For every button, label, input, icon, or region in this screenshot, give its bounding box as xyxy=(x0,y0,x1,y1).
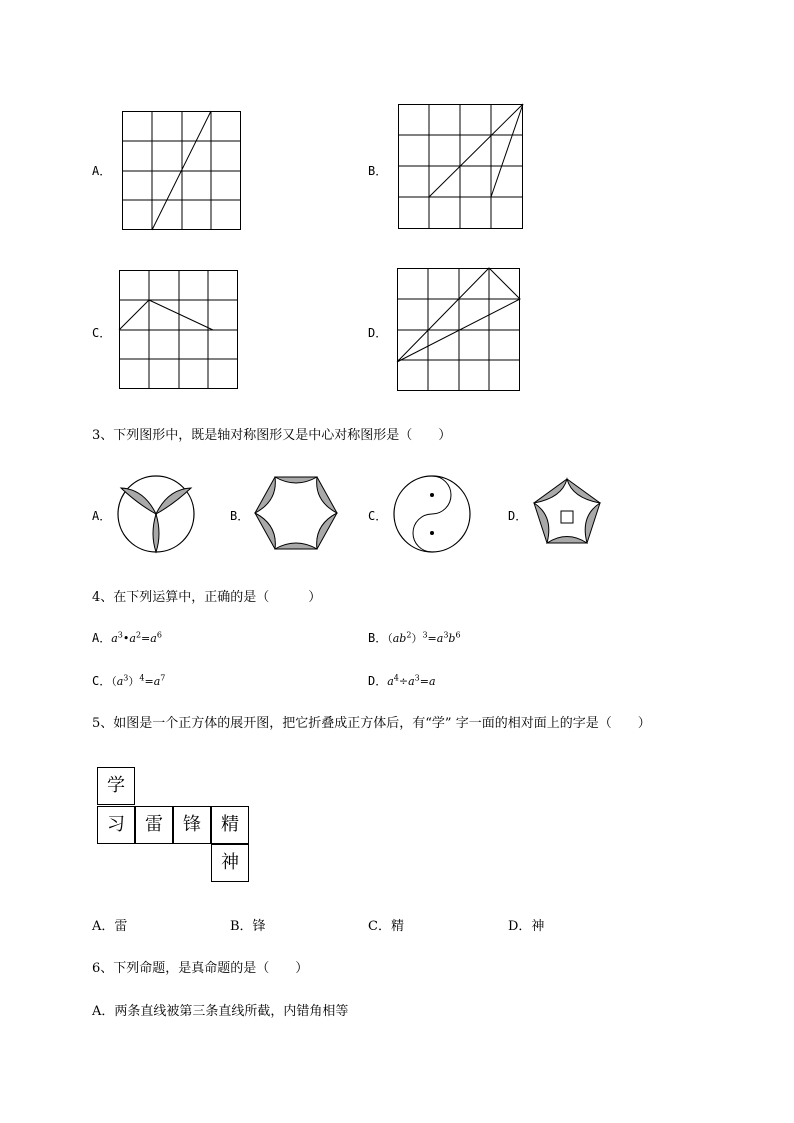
q4-option-a: A．$a^3•a^2=a^6$ xyxy=(92,630,162,645)
q3-option-d-figure xyxy=(532,478,602,546)
q5-option-c: C．精 xyxy=(368,919,404,934)
q5-option-d: D．神 xyxy=(508,919,545,934)
q5-option-a: A．雷 xyxy=(92,919,128,934)
q5-option-b: B．锋 xyxy=(230,919,266,934)
q2-option-c-label: C． xyxy=(92,326,112,340)
q2-option-a-label: A． xyxy=(92,164,112,178)
q3-option-b-label: B． xyxy=(230,509,250,523)
q4-option-c: C．$(a^3)^4=a^7$ xyxy=(92,673,166,688)
q4-option-a-label: A． xyxy=(92,631,112,645)
net-face-xi: 习 xyxy=(97,806,135,844)
q2-option-b-figure xyxy=(398,104,524,230)
net-face-lei: 雷 xyxy=(135,806,173,844)
q4-option-d: D．$a^4\div a^3=a$ xyxy=(368,673,436,688)
q3-option-d-label: D． xyxy=(508,509,528,523)
q4-stem: 4、在下列运算中，正确的是（ ） xyxy=(92,590,322,605)
q2-option-b-label: B． xyxy=(368,164,388,178)
q6-option-a: A．两条直线被第三条直线所截，内错角相等 xyxy=(92,1004,349,1019)
q4-option-b: B．$(ab^2)^3=a^3b^6$ xyxy=(368,630,461,645)
q2-option-d-figure xyxy=(397,268,521,392)
q2-option-c-figure xyxy=(119,270,239,390)
q3-option-a-label: A． xyxy=(92,509,112,523)
q4-option-b-label: B． xyxy=(368,631,388,645)
net-face-jing: 精 xyxy=(211,806,249,844)
q3-option-a-figure xyxy=(116,474,196,554)
q4-option-c-label: C． xyxy=(92,674,112,688)
q3-option-c-figure xyxy=(392,474,472,554)
q3-option-b-figure xyxy=(254,476,338,550)
net-face-xue: 学 xyxy=(97,767,135,805)
q3-stem: 3、下列图形中，既是轴对称图形又是中心对称图形是（ ） xyxy=(92,428,452,443)
q2-option-d-label: D． xyxy=(368,326,388,340)
net-face-shen: 神 xyxy=(211,844,249,882)
q4-option-d-label: D． xyxy=(368,674,388,688)
q6-stem: 6、下列命题，是真命题的是（ ） xyxy=(92,961,309,976)
q3-option-c-label: C． xyxy=(368,509,388,523)
q5-stem: 5、如图是一个正方体的展开图，把它折叠成正方体后，有“学” 字一面的相对面上的字是（ ） xyxy=(92,716,651,731)
q2-option-a-figure xyxy=(122,111,242,231)
net-face-feng: 锋 xyxy=(173,806,211,844)
